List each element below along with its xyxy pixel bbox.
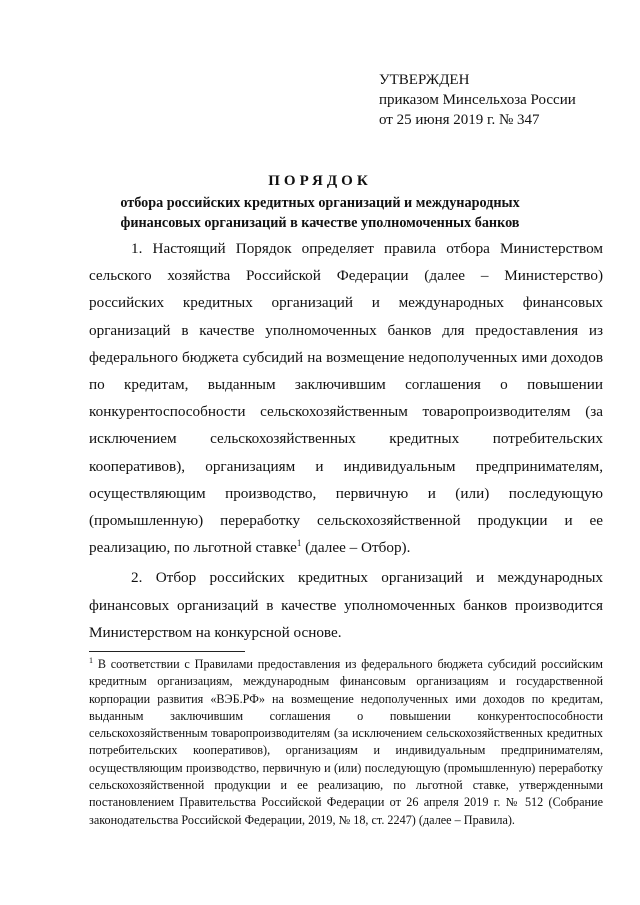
document-body [89, 235, 603, 646]
approval-order: приказом Минсельхоза России [379, 92, 576, 108]
paragraph-2: 2. Отбор российских кредитных организаций и международных финансовых организаций в качестве уполномоченных банков производится Министерством на конкурсной основе. [89, 569, 603, 641]
approval-title: УТВЕРЖДЕН [379, 72, 470, 88]
document-title: ПОРЯДОК [268, 173, 372, 189]
paragraph-1-tail: (далее – Отбор). [301, 539, 411, 557]
document-subtitle-line-2: финансовых организаций в качестве уполномоченных банков [120, 215, 520, 231]
approval-stamp [379, 70, 576, 130]
approval-date: от 25 июня 2019 г. № 347 [379, 112, 540, 128]
footnote-marker: 1 [89, 655, 93, 665]
footnote-text-block [89, 656, 603, 829]
footnote [89, 656, 603, 829]
footnote-divider [89, 651, 245, 652]
paragraph-1-text: 1. Настоящий Порядок определяет правила отбора Министерством сельского хозяйства Российской Федерации (далее – Министерство) российских кредитных организаций и международных финансовых организаций в качестве уполномоченных банков для предоставления из федерального бюджета субсидий на возмещение недополученных ими доходов по кредитам, выданным заключившим соглашения о повышении конкурентоспособности сельскохозяйственным товаропроизводителям (за исключением сельскохозяйственных кредитных потребительских кооперативов), организациям и индивидуальным предпринимателям, осуществляющим производство, первичную и (или) последующую (промышленную) переработку сельскохозяйственной продукции и ее реализацию, по льготной ставке [89, 240, 603, 557]
footnote-reference[interactable]: 1 [296, 538, 302, 549]
document-subtitle-line-1: отбора российских кредитных организаций и международных [120, 195, 520, 211]
paragraph-1 [89, 235, 603, 561]
document-heading [60, 172, 580, 233]
footnote-text: В соответствии с Правилами предоставления из федерального бюджета субсидий российским кредитным организациям, международным финансовым организациям и государственной корпорации развития «ВЭБ.РФ» на возмещение недополученных ими доходов по кредитам, выданным заключившим соглашения о повышении конкурентоспособности сельскохозяйственным товаропроизводителям (за исключением сельскохозяйственных кредитных потребительских кооперативов), организациям и индивидуальным предпринимателям, осуществляющим производство, первичную и (или) последующую (промышленную) переработку сельскохозяйственной продукции и ее реализацию, по льготной ставке, утвержденными постановлением Правительства Российской Федерации от 26 апреля 2019 г. № 512 (Собрание законодательства Российской Федерации, 2019, № 18, ст. 2247) (далее – Правила). [89, 657, 603, 827]
